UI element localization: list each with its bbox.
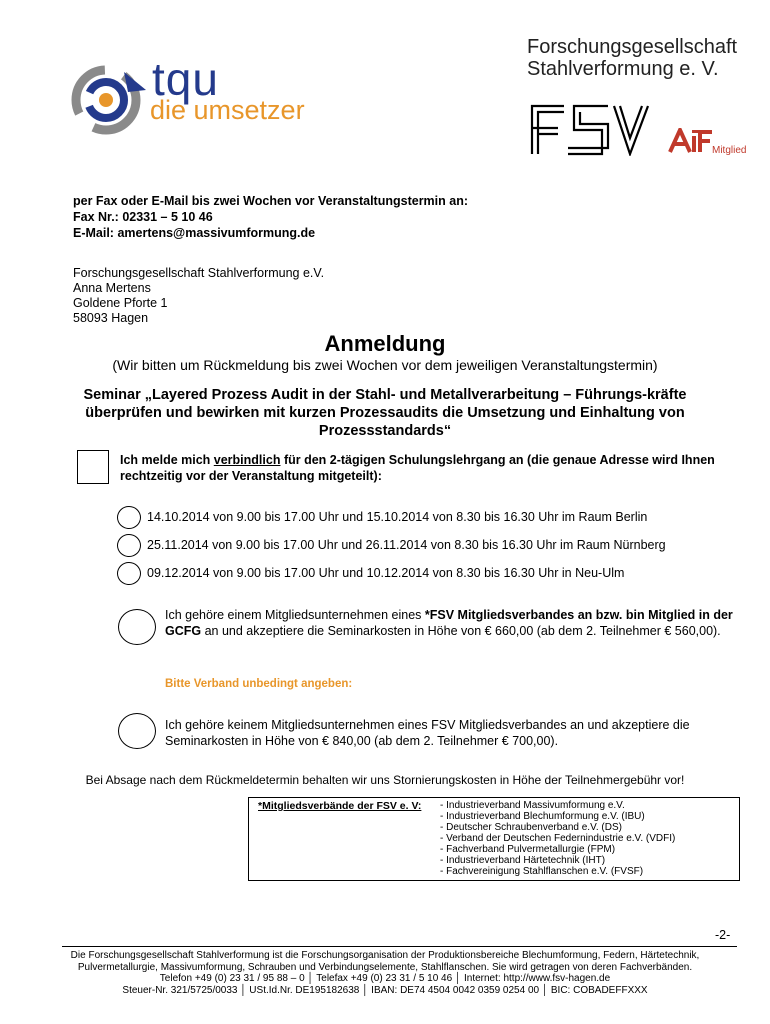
nonmember-radio[interactable] <box>118 713 156 749</box>
aif-member-label: Mitglied <box>712 145 747 156</box>
list-item: - Deutscher Schraubenverband e.V. (DS) <box>440 822 622 833</box>
date-option-2: 25.11.2014 von 9.00 bis 17.00 Uhr und 26.11.2014 von 8.30 bis 16.30 Uhr im Raum Nürnberg <box>147 538 666 552</box>
fsv-logo-icon <box>530 98 650 156</box>
footer-line1: Die Forschungsgesellschaft Stahlverformung ist die Forschungsorganisation der Produktionsbereiche Blechumformung, Federn, Härtetechnik, <box>70 950 700 961</box>
verband-list <box>440 800 675 877</box>
tqu-logo-subtitle: die umsetzer <box>150 95 305 125</box>
footer-line3: Telefon +49 (0) 23 31 / 95 88 – 0 │ Telefax +49 (0) 23 31 / 5 10 46 │ Internet: http://www.fsv-hagen.de <box>159 973 611 984</box>
nonmember-option-text: Ich gehöre keinem Mitgliedsunternehmen eines FSV Mitgliedsverbandes an und akzeptiere die Seminarkosten in Höhe von € 840,00 (ab dem 2. Teilnehmer € 700,00). <box>165 718 690 748</box>
form-subtitle: (Wir bitten um Rückmeldung bis zwei Wochen vor dem jeweiligen Veranstaltungstermin) <box>112 357 658 373</box>
seminar-title: Seminar „Layered Prozess Audit in der Stahl- und Metallverarbeitung – Führungs-kräfte überprüfen und bewirken mit kurzen Prozessaudits die Umsetzung und Einhaltung von Prozessstandards“ <box>83 387 687 439</box>
list-item: - Industrieverband Massivumformung e.V. <box>440 800 625 811</box>
list-item: - Fachvereinigung Stahlflanschen e.V. (FVSF) <box>440 866 644 877</box>
fax-line1: per Fax oder E-Mail bis zwei Wochen vor Veranstaltungstermin an: <box>73 194 469 208</box>
date-option-3: 09.12.2014 von 9.00 bis 17.00 Uhr und 10.12.2014 von 8.30 bis 16.30 Uhr in Neu-Ulm <box>147 566 625 580</box>
footer-divider <box>62 946 737 947</box>
member-option-text <box>165 607 735 639</box>
register-checkbox[interactable] <box>77 450 109 484</box>
member-radio[interactable] <box>118 609 156 645</box>
member-text-pre: Ich gehöre einem Mitgliedsunternehmen eines <box>165 608 425 622</box>
footer <box>40 950 730 996</box>
org-name-line2: Stahlverformung e. V. <box>527 58 719 80</box>
list-item: - Fachverband Pulvermetallurgie (FPM) <box>440 844 616 855</box>
footer-line4: Steuer-Nr. 321/5725/0033 │ USt.Id.Nr. DE195182638 │ IBAN: DE74 4504 0042 0359 0254 00 │ BIC: COBADEFFXXX <box>122 984 648 996</box>
address-line3: Goldene Pforte 1 <box>73 296 168 310</box>
org-name-line1: Forschungsgesellschaft <box>527 36 738 58</box>
tqu-logo-word: tqu <box>152 53 219 105</box>
date-option-1: 14.10.2014 von 9.00 bis 17.00 Uhr und 15.10.2014 von 8.30 bis 16.30 Uhr im Raum Berlin <box>147 510 648 524</box>
verband-label: *Mitgliedsverbände der FSV e. V: <box>258 800 422 812</box>
footer-line2: Pulvermetallurgie, Massivumformung, Schrauben und Verbindungselemente, Stahlflanschen. Sie wird getragen von deren Fachverbänden. <box>77 961 693 973</box>
register-text <box>120 452 740 484</box>
list-item: - Industrieverband Härtetechnik (IHT) <box>440 855 606 866</box>
org-name <box>527 36 737 80</box>
fax-instructions <box>73 193 468 241</box>
list-item: - Verband der Deutschen Federnindustrie e.V. (VDFI) <box>440 833 676 844</box>
fax-number: Fax Nr.: 02331 – 5 10 46 <box>73 210 213 224</box>
address-line2: Anna Mertens <box>73 281 151 295</box>
page-number: -2- <box>715 928 731 942</box>
address-line1: Forschungsgesellschaft Stahlverformung e.V. <box>73 266 325 280</box>
form-title: Anmeldung <box>324 331 446 356</box>
member-text-bold: *FSV Mitgliedsverbandes an bzw. bin Mitglied in der GCFG <box>165 608 733 638</box>
address-line4: 58093 Hagen <box>73 311 149 325</box>
tqu-logo-icon <box>66 60 156 140</box>
recipient-address <box>73 266 324 326</box>
verband-warning: Bitte Verband unbedingt angeben: <box>165 678 353 690</box>
register-text-pre: Ich melde mich <box>120 453 214 467</box>
list-item: - Industrieverband Blechumformung e.V. (IBU) <box>440 811 645 822</box>
cancellation-note: Bei Absage nach dem Rückmeldetermin behalten wir uns Stornierungskosten in Höhe der Teilnehmergebühr vor! <box>85 773 685 787</box>
member-text-post: an und akzeptiere die Seminarkosten in Höhe von € 660,00 (ab dem 2. Teilnehmer € 560,00). <box>201 624 721 638</box>
fax-email: E-Mail: amertens@massivumformung.de <box>73 226 316 240</box>
date-option-radio-3[interactable] <box>117 562 141 585</box>
date-option-radio-2[interactable] <box>117 534 141 557</box>
date-option-radio-1[interactable] <box>117 506 141 529</box>
register-text-underlined: verbindlich <box>213 453 281 467</box>
register-text-post: für den 2-tägigen Schulungslehrgang an (die genaue Adresse wird Ihnen rechtzeitig vor der Veranstaltung mitgeteilt): <box>120 453 715 483</box>
